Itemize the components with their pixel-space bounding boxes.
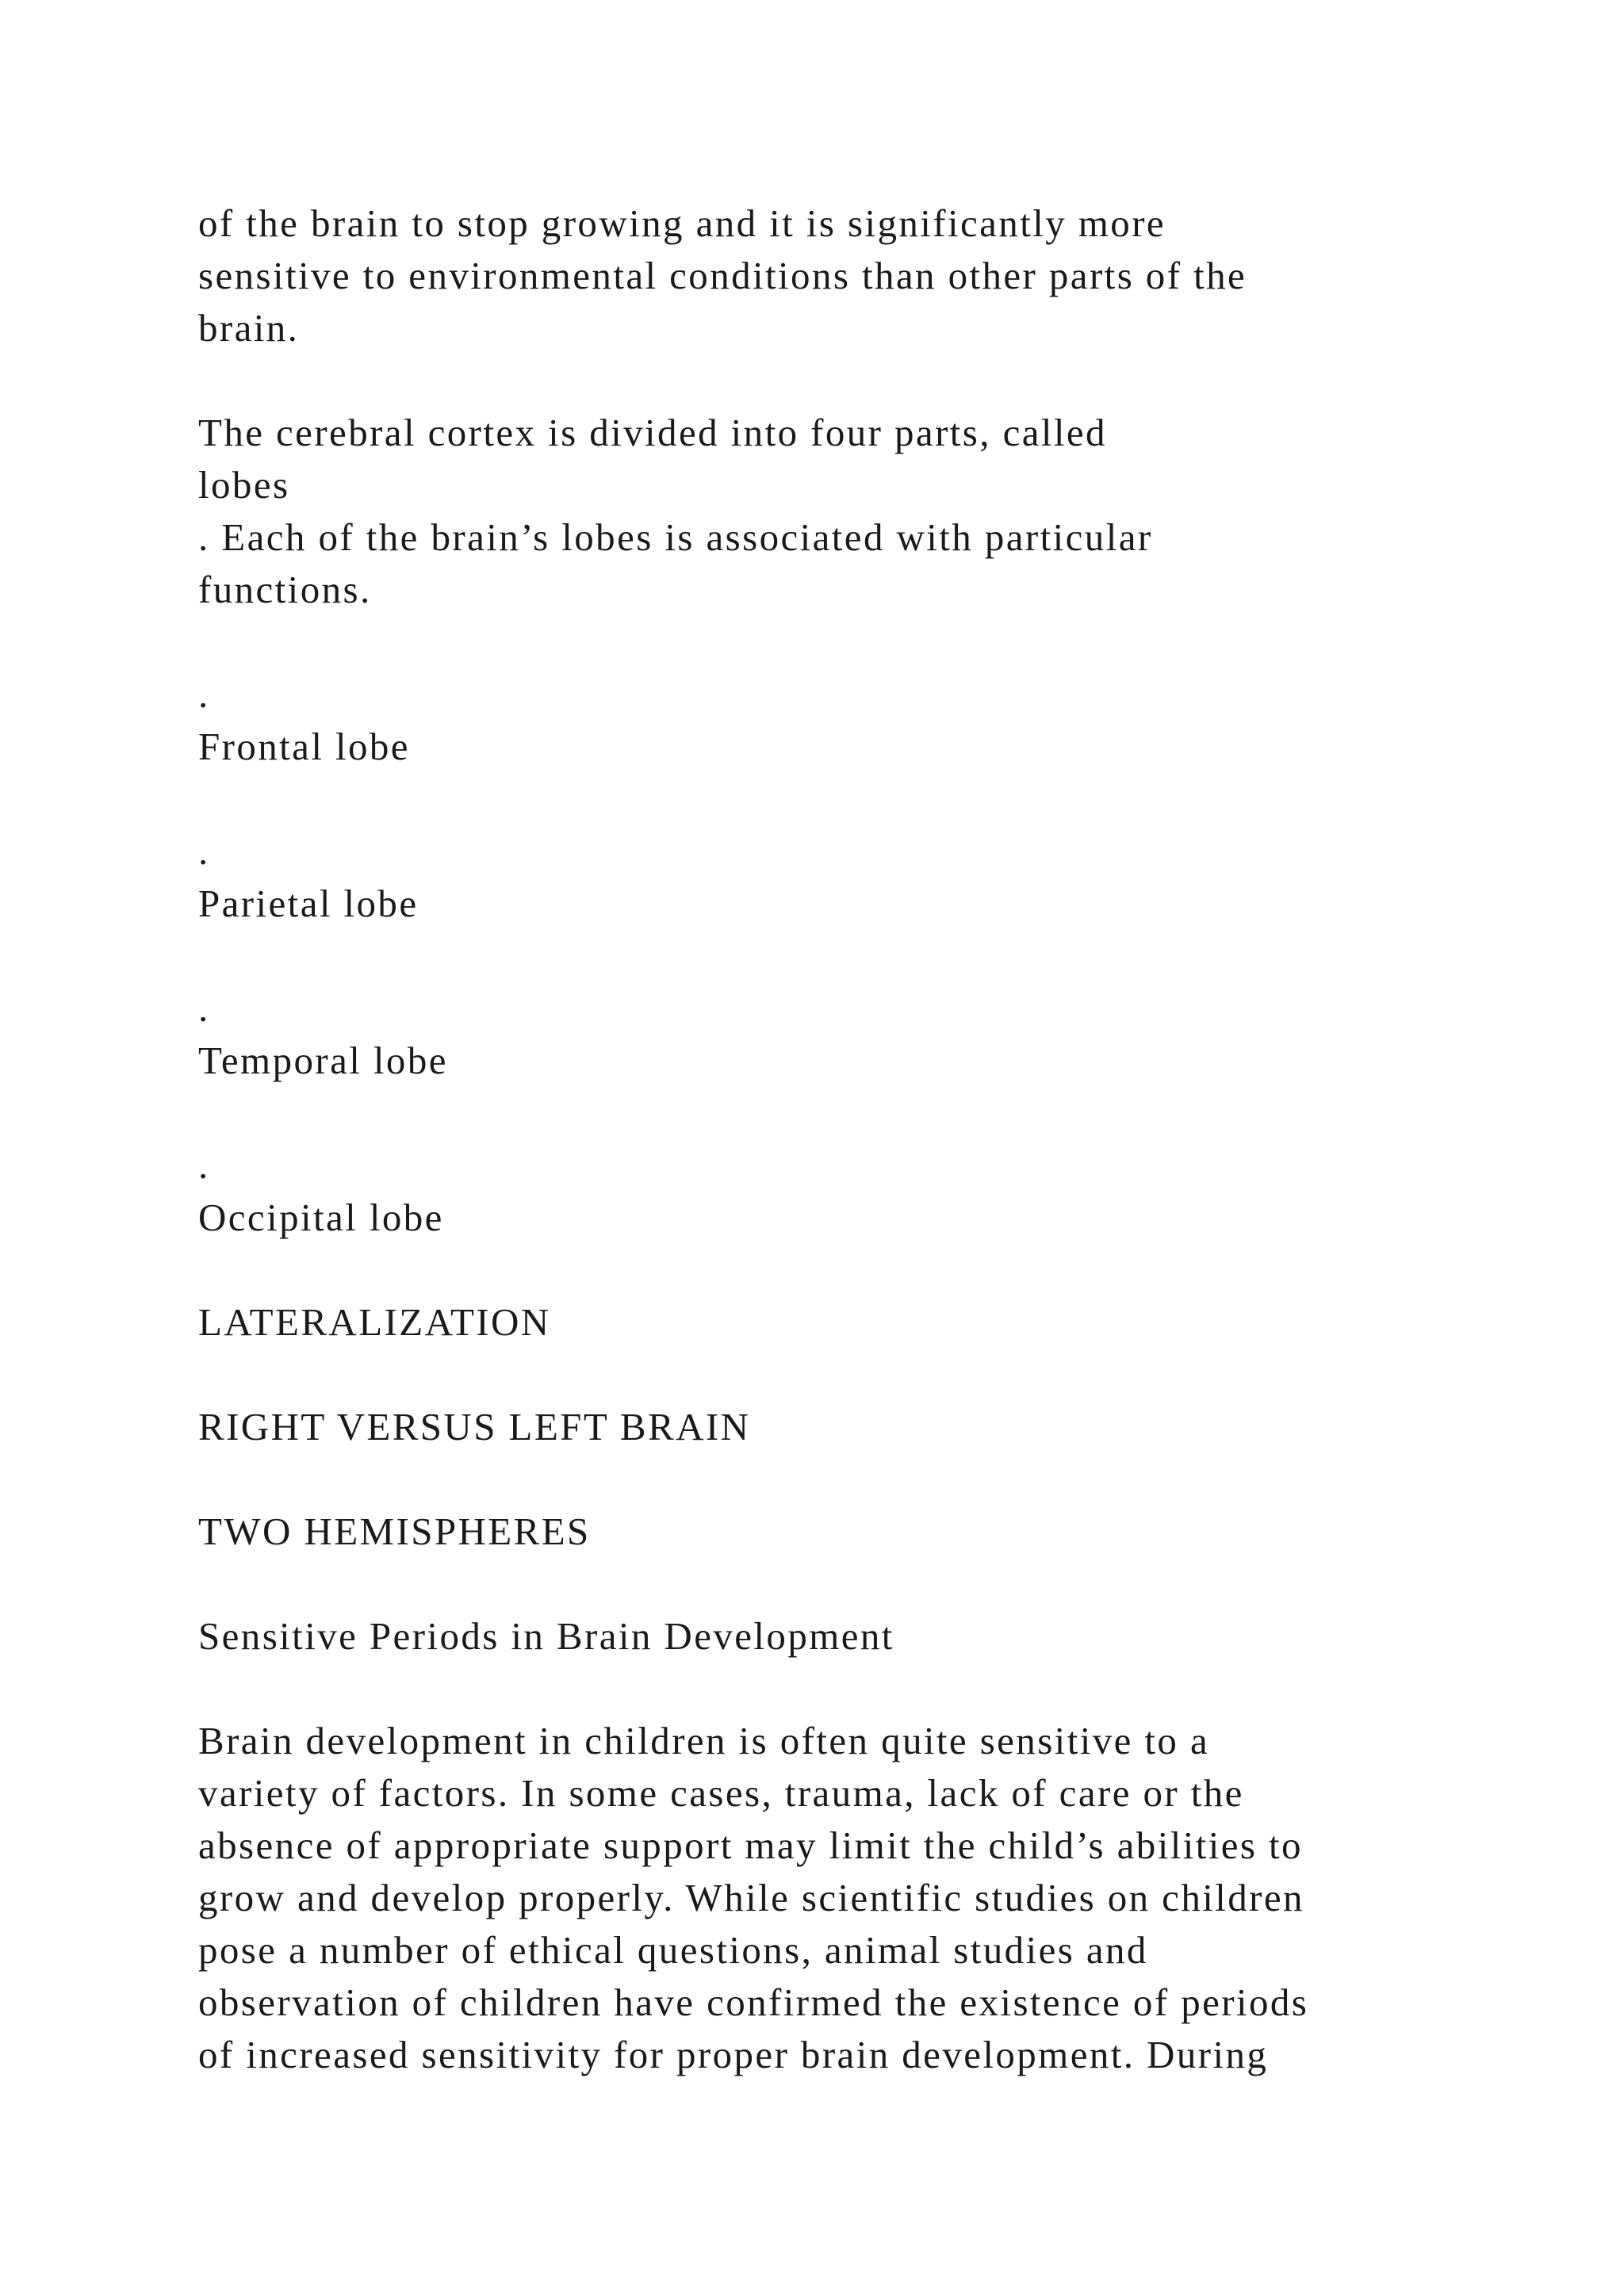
paragraph-line: . Each of the brain’s lobes is associated with particular (198, 515, 1153, 559)
paragraph-line: functions. (198, 568, 372, 611)
heading-sensitive-periods: Sensitive Periods in Brain Development (198, 1614, 894, 1658)
list-item-temporal-lobe: Temporal lobe (198, 1039, 448, 1082)
heading-right-versus-left-brain: RIGHT VERSUS LEFT BRAIN (198, 1405, 751, 1448)
list-bullet: . (198, 672, 210, 716)
paragraph-line: brain. (198, 306, 300, 350)
list-item-parietal-lobe: Parietal lobe (198, 882, 419, 925)
list-item-occipital-lobe: Occipital lobe (198, 1196, 444, 1239)
list-bullet: . (198, 1143, 210, 1187)
list-item-frontal-lobe: Frontal lobe (198, 725, 410, 768)
paragraph-line: of the brain to stop growing and it is significantly more (198, 201, 1166, 245)
heading-two-hemispheres: TWO HEMISPHERES (198, 1510, 591, 1553)
paragraph-line: of increased sensitivity for proper brain development. During (198, 2033, 1269, 2076)
paragraph-line: The cerebral cortex is divided into four parts, called (198, 411, 1107, 454)
heading-lateralization: LATERALIZATION (198, 1300, 551, 1344)
paragraph-line: grow and develop properly. While scientific studies on children (198, 1876, 1304, 1919)
paragraph-line: pose a number of ethical questions, animal studies and (198, 1928, 1148, 1972)
list-bullet: . (198, 986, 210, 1030)
list-bullet: . (198, 829, 210, 873)
paragraph-line: Brain development in children is often quite sensitive to a (198, 1719, 1210, 1762)
paragraph-line: absence of appropriate support may limit the child’s abilities to (198, 1823, 1303, 1867)
paragraph-line: sensitive to environmental conditions than other parts of the (198, 254, 1247, 297)
term-lobes: lobes (198, 463, 290, 507)
paragraph-line: observation of children have confirmed the existence of periods (198, 1980, 1309, 2024)
paragraph-line: variety of factors. In some cases, trauma, lack of care or the (198, 1771, 1244, 1815)
